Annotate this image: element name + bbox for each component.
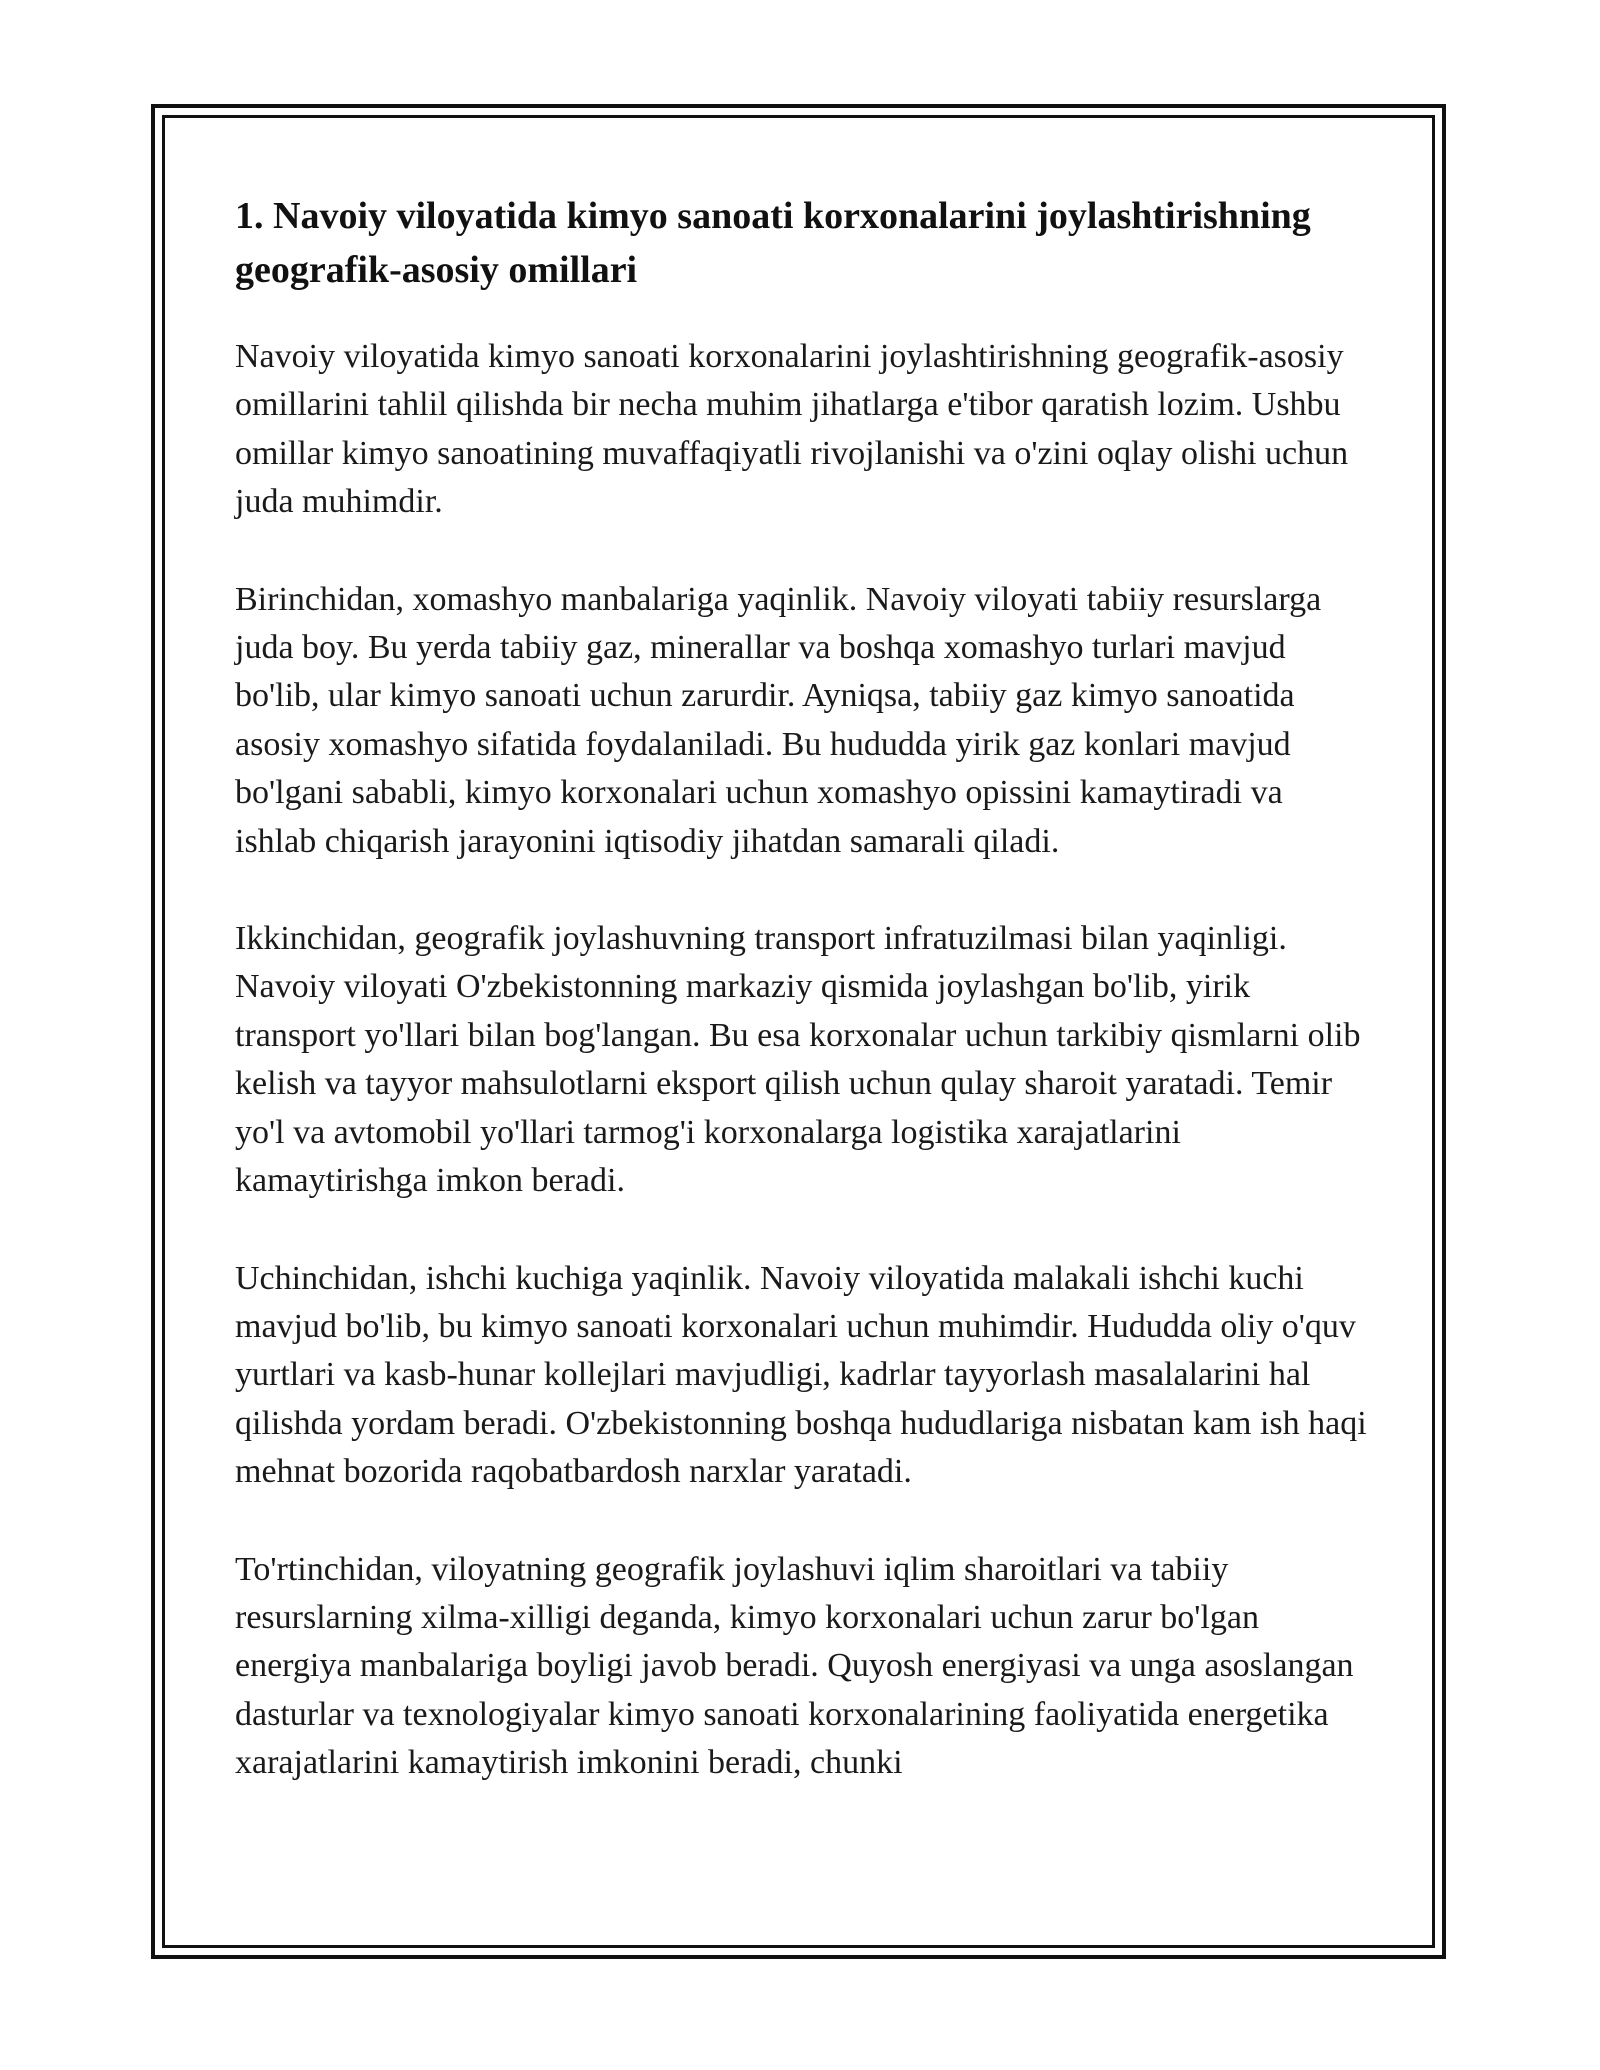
paragraph-intro: Navoiy viloyatida kimyo sanoati korxonalarini joylashtirishning geografik-asosiy omillarini tahlil qilishda bir necha muhim jihatlarga e'tibor qaratish lozim. Ushbu omillar kimyo sanoatining muvaffaqiyatli rivojlanishi va o'zini oqlay olishi uchun juda muhimdir. <box>235 338 1349 521</box>
paragraph-third-factor: Uchinchidan, ishchi kuchiga yaqinlik. Navoiy viloyatida malakali ishchi kuchi mavjud bo'lib, bu kimyo sanoati korxonalari uchun muhimdir. Hududda oliy o'quv yurtlari va kasb-hunar kollejlari mavjudligi, kadrlar tayyorlash masalalarini hal qilishda yordam beradi. O'zbekistonning boshqa hududlariga nisbatan kam ish haqi mehnat bozorida raqobatbardosh narxlar yaratadi. <box>235 1259 1367 1491</box>
paragraph-second-factor: Ikkinchidan, geografik joylashuvning transport infratuzilmasi bilan yaqinligi. Navoiy viloyati O'zbekistonning markaziy qismida joylashgan bo'lib, yirik transport yo'llari bilan bog'langan. Bu esa korxonalar uchun tarkibiy qismlarni olib kelish va tayyor mahsulotlarni eksport qilish uchun qulay sharoit yaratadi. Temir yo'l va avtomobil yo'llari tarmog'i korxonalarga logistika xarajatlarini kamaytirishga imkon beradi. <box>235 920 1361 1200</box>
paragraph-first-factor: Birinchidan, xomashyo manbalariga yaqinlik. Navoiy viloyati tabiiy resurslarga juda boy. Bu yerda tabiiy gaz, minerallar va boshqa xomashyo turlari mavjud bo'lib, ular kimyo sanoati uchun zarurdir. Ayniqsa, tabiiy gaz kimyo sanoatida asosiy xomashyo sifatida foydalaniladi. Bu hududda yirik gaz konlari mavjud bo'lgani sababli, kimyo korxonalari uchun xomashyo opissini kamaytiradi va ishlab chiqarish jarayonini iqtisodiy jihatdan samarali qiladi. <box>235 580 1322 860</box>
section-title: 1. Navoiy viloyatida kimyo sanoati korxonalarini joylashtirishning geografik-asosiy omillari <box>235 195 1311 291</box>
document-body <box>235 189 1370 1788</box>
paragraph-fourth-factor: To'rtinchidan, viloyatning geografik joylashuvi iqlim sharoitlari va tabiiy resurslarning xilma-xilligi deganda, kimyo korxonalari uchun zarur bo'lgan energiya manbalariga boyligi javob beradi. Quyosh energiyasi va unga asoslangan dasturlar va texnologiyalar kimyo sanoati korxonalarining faoliyatida energetika xarajatlarini kamaytirish imkonini beradi, chunki <box>235 1550 1354 1782</box>
